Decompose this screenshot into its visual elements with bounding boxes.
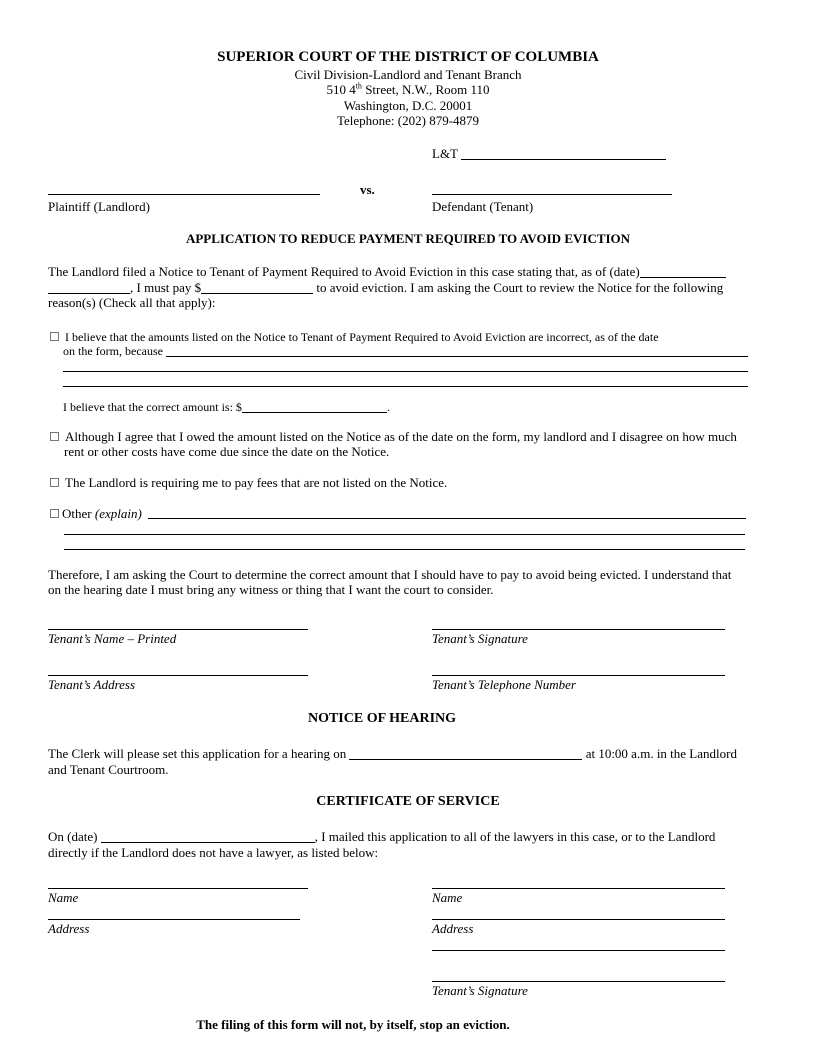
service-date-field[interactable] [101,831,315,843]
tenant-signature-label: Tenant’s Signature [432,631,528,646]
tenant-name-field[interactable] [48,629,308,630]
checkbox-icon[interactable] [50,432,59,441]
therefore-line-2: on the hearing date I must bring any witness or thing that I want the court to consider. [48,582,494,597]
tenant-phone-label: Tenant’s Telephone Number [432,677,576,692]
service-line-2: directly if the Landlord does not have a lawyer, as listed below: [48,845,379,860]
reason-1-explain-field[interactable] [166,356,748,357]
case-number-field[interactable] [461,159,666,160]
notice-date-field[interactable] [640,266,726,278]
court-telephone: Telephone: (202) 879-4879 [336,113,480,128]
service-address-right-label: Address [432,921,474,936]
reason-1-explain-field-3[interactable] [63,386,748,387]
correct-amount-field[interactable] [242,401,387,413]
tenant-signature-field[interactable] [432,629,725,630]
service-name-right-field[interactable] [432,888,725,889]
intro-line-3: reason(s) (Check all that apply): [48,295,216,310]
court-city: Washington, D.C. 20001 [343,98,473,113]
tenant-name-label: Tenant’s Name – Printed [48,631,177,646]
defendant-label: Defendant (Tenant) [432,199,534,214]
hearing-line-2: and Tenant Courtroom. [48,762,169,777]
other-explain-field-2[interactable] [64,534,745,535]
reason-3-checkbox-row[interactable]: The Landlord is requiring me to pay fees that are not listed on the Notice. [50,475,447,490]
tenant-address-field[interactable] [48,675,308,676]
footer-note: The filing of this form will not, by itself, stop an eviction. [196,1017,510,1032]
court-name: SUPERIOR COURT OF THE DISTRICT OF COLUMBIA [217,49,599,65]
vs-label: vs. [360,182,375,197]
case-number-label: L&T [432,146,458,161]
hearing-line-1: The Clerk will please set this application for a hearing on at 10:00 a.m. in the Landlord [48,746,737,761]
service-line-1: On (date) , I mailed this application to all of the lawyers in this case, or to the Landlord [48,829,716,844]
court-division: Civil Division-Landlord and Tenant Branch [294,67,522,82]
plaintiff-label: Plaintiff (Landlord) [48,199,150,214]
reason-4-checkbox-row[interactable]: Other (explain) [50,506,142,521]
checkbox-icon[interactable] [50,509,59,518]
tenant-address-label: Tenant’s Address [48,677,136,692]
service-address-left-field[interactable] [48,919,300,920]
other-explain-field[interactable] [148,518,746,519]
notice-date-field-cont[interactable] [48,282,130,294]
notice-amount-field[interactable] [201,282,313,294]
reason-1-checkbox-row[interactable]: I believe that the amounts listed on the Notice to Tenant of Payment Required to Avoid Eviction are incorrect, as of the date [50,330,659,344]
reason-1-explain-field-2[interactable] [63,371,748,372]
hearing-date-field[interactable] [349,748,582,760]
service-name-right-label: Name [432,890,463,905]
checkbox-icon[interactable] [50,332,59,341]
checkbox-icon[interactable] [50,478,59,487]
tenant-phone-field[interactable] [432,675,725,676]
court-address: 510 4th Street, N.W., Room 110 [326,81,490,97]
service-address-left-label: Address [48,921,90,936]
plaintiff-field[interactable] [48,194,320,195]
hearing-title: NOTICE OF HEARING [307,711,457,726]
other-explain-field-3[interactable] [64,549,745,550]
service-name-left-label: Name [48,890,79,905]
therefore-line-1: Therefore, I am asking the Court to determine the correct amount that I should have to pay to avoid being evicted. I understand that [48,567,732,582]
service-name-left-field[interactable] [48,888,308,889]
service-title: CERTIFICATE OF SERVICE [316,794,500,809]
reason-2-line-2: rent or other costs have come due since the date on the Notice. [64,444,390,459]
reason-1-line-2: on the form, because [63,344,163,358]
intro-line-1: The Landlord filed a Notice to Tenant of Payment Required to Avoid Eviction in this case stating that, as of (date) [48,264,726,279]
reason-2-checkbox-row[interactable]: Although I agree that I owed the amount listed on the Notice as of the date on the form, my landlord and I disagree on how much [50,429,737,444]
service-address-right-field-2[interactable] [432,950,725,951]
defendant-field[interactable] [432,194,672,195]
service-signature-field[interactable] [432,981,725,982]
intro-line-2: , I must pay $ to avoid eviction. I am asking the Court to review the Notice for the following [48,280,723,295]
service-address-right-field[interactable] [432,919,725,920]
service-signature-label: Tenant’s Signature [432,983,528,998]
correct-amount-row: I believe that the correct amount is: $ . [63,400,390,414]
form-title: APPLICATION TO REDUCE PAYMENT REQUIRED TO AVOID EVICTION [185,231,631,246]
